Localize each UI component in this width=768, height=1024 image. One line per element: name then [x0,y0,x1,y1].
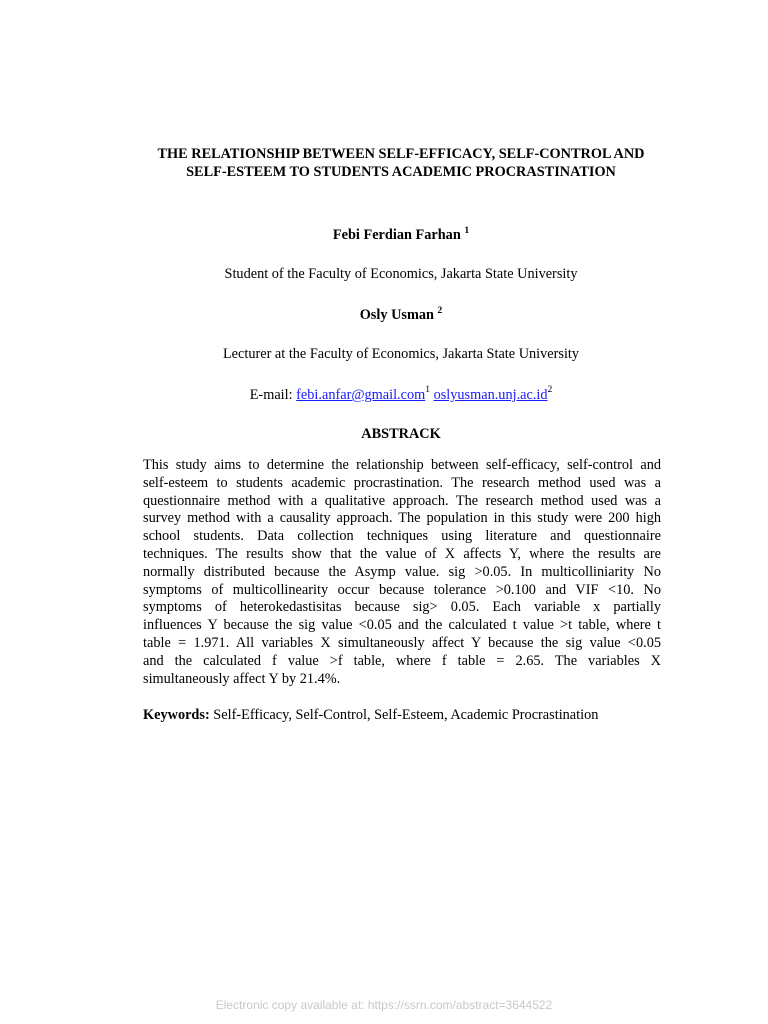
paper-title-line-2: SELF-ESTEEM TO STUDENTS ACADEMIC PROCRASTINATION [186,163,616,180]
keywords [143,706,598,724]
abstract-line: This study aims to determine the relationship between self-efficacy, self-control and [143,457,661,473]
email-mark-2: 2 [547,385,553,395]
ssrn-footer: Electronic copy available at: https://ssrn.com/abstract=3644522 [215,998,553,1012]
abstract-line: simultaneously affect Y by 21.4%. [143,670,341,687]
paper-title-line-1: THE RELATIONSHIP BETWEEN SELF-EFFICACY, SELF-CONTROL AND [157,146,645,162]
abstract-line: symptoms of multicollinearity occur because tolerance >0.100 and VIF <10. No [143,581,661,598]
author-2-mark: 2 [437,306,443,316]
abstract-line: self-esteem to students academic procrastination. The research method used was a [143,474,661,491]
author-1-name: Febi Ferdian Farhan [332,227,461,243]
email-line [0,386,768,404]
abstract-heading: ABSTRACK [361,426,441,442]
keywords-label: Keywords: [143,707,210,723]
abstract-line: techniques. The results show that the value of X affects Y, where the results are [143,545,661,562]
abstract-line: table = 1.971. All variables X simultaneously affect Y because the sig value <0.05 [143,634,661,651]
abstract-line: and the calculated f value >f table, where f table = 2.65. The variables X [143,652,661,669]
abstract-line: school students. Data collection techniques using literature and questionnaire [143,528,661,545]
email-link-1[interactable]: febi.anfar@gmail.com [296,387,426,403]
email-mark-1: 1 [425,385,430,395]
paper-title [100,146,702,181]
email-label: E-mail: [249,387,293,403]
abstract-line: normally distributed because the Asymp value. sig >0.05. In multicolliniarity No [143,563,661,580]
author-2-name: Osly Usman [359,307,434,323]
keywords-text: Self-Efficacy, Self-Control, Self-Esteem, Academic Procrastination [213,707,599,723]
abstract-line: influences Y because the sig value <0.05 and the calculated t value >t table, where t [143,617,661,634]
abstract-line: questionnaire method with a qualitative approach. The research method used was a [143,492,661,509]
author-2-affiliation: Lecturer at the Faculty of Economics, Jakarta State University [222,346,580,362]
author-1-mark: 1 [464,226,470,236]
abstract-body [143,457,661,688]
abstract-line: symptoms of heterokedastisitas because sig> 0.05. Each variable x partially [143,599,661,616]
author-1-affiliation: Student of the Faculty of Economics, Jakarta State University [224,266,578,282]
abstract-line: survey method with a causality approach. The population in this study were 200 high [143,510,661,527]
author-1 [0,226,768,244]
email-link-2[interactable]: oslyusman.unj.ac.id [433,387,548,403]
author-2 [0,306,768,324]
